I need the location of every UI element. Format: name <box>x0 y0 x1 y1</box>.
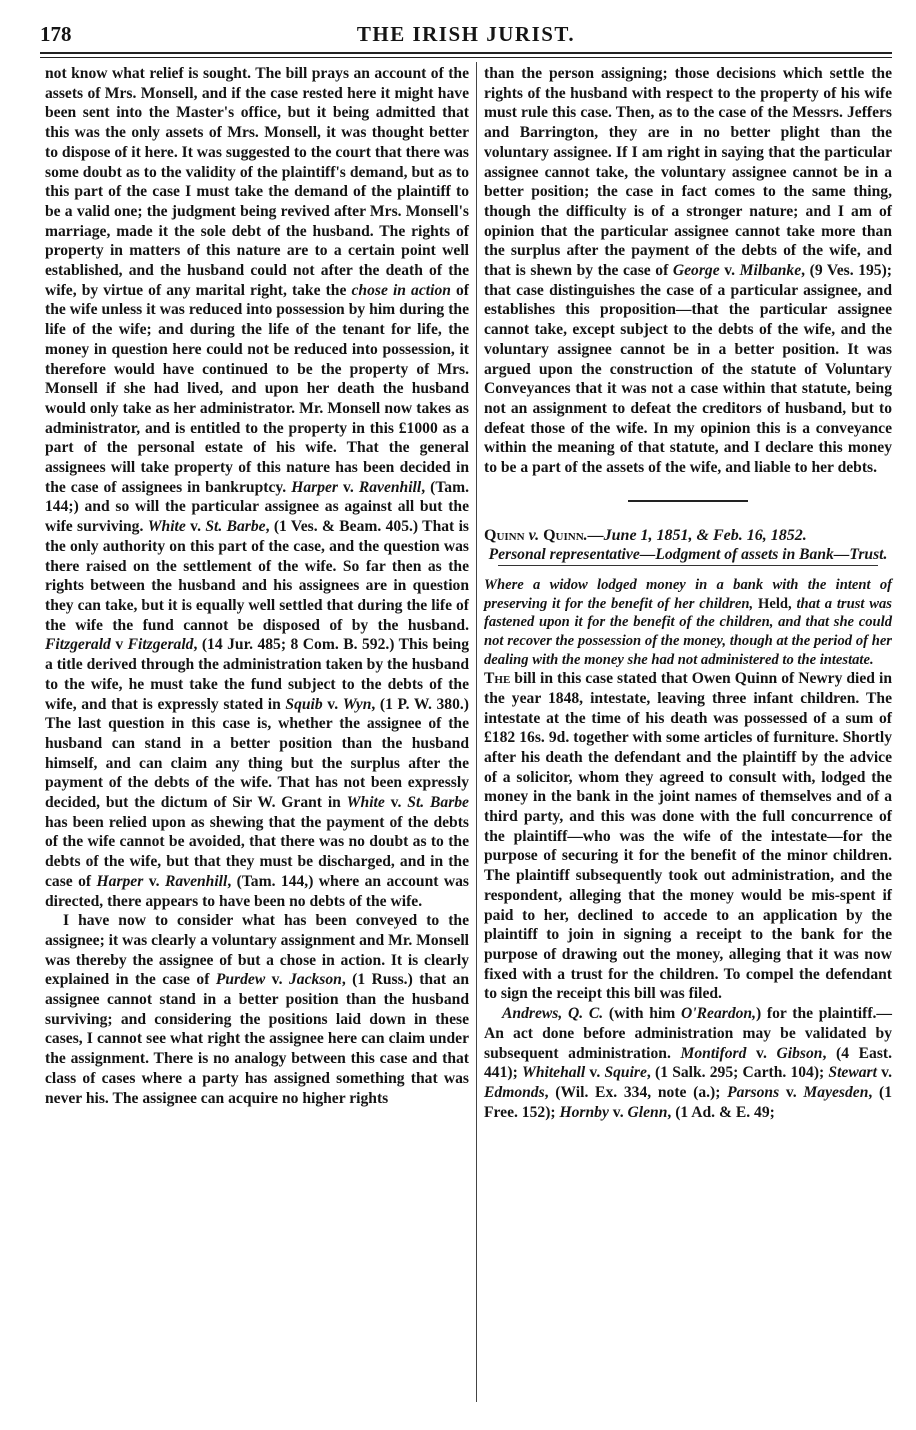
case-name: Edmonds <box>484 1083 545 1101</box>
text-run: v. <box>265 971 289 989</box>
text-run: , (1 Russ.) that an assignee cannot stand in a better position than the husband surviving; and considering the positions laid down in these cases, I cannot see what right the assignee here can claim under the assignment. There is no analogy between this case and that class of cases where a party has assigned something that was never his. The assignee can acquire no higher rights <box>45 971 469 1107</box>
text-run: v. <box>585 1064 605 1082</box>
case-name: Hornby <box>559 1103 609 1121</box>
case-name: Wyn <box>342 695 372 713</box>
party-name: Quinn <box>543 526 584 544</box>
case-name: Harper <box>96 872 144 890</box>
right-paragraph-1 <box>484 64 892 478</box>
text-run: not know what relief is sought. The bill prays an account of the assets of Mrs. Monsell, and if the case rested here it might have been sent into the Master's office, but it being admitted that this was the only assets of Mrs. Monsell, it was thought better to dispose of it here. It was suggested to the court that there was some doubt as to the validity of the plaintiff's demand, but as to this part of the case I must take the demand of the plaintiff to be a valid one; the judgment being revived after Mrs. Monsell's marriage, made it the sole debt of the husband. The rights of property in matters of this nature are to a certain point well established, and the husband could not after the death of the wife, by virtue of any marital right, take the <box>45 65 469 299</box>
section-divider <box>628 500 748 502</box>
text-run: v. <box>524 526 544 544</box>
case-name: Stewart <box>828 1064 877 1082</box>
text-run: v <box>110 636 128 654</box>
right-column <box>484 64 892 1122</box>
header-rule-thin <box>40 57 892 58</box>
case-name: Jackson <box>288 971 342 989</box>
case-name: White <box>346 794 385 812</box>
case-name: Glenn <box>627 1103 668 1121</box>
text-run: has been relied upon as shewing that the payment of the debts of the wife cannot be avoided, that there was no doubt as to the debts of the wife, but that they must be discharged, and in the case of <box>45 813 469 890</box>
text-run: I have now to consider what has been conveyed to the assignee; it was clearly a voluntary assignment and Mr. Monsell was thereby the assignee of but a chose in action. It is clearly explained in the case of <box>45 912 469 989</box>
counsel-name: Andrews, Q. C. <box>502 1005 604 1023</box>
case-name: Gibson <box>776 1044 823 1062</box>
left-paragraph-2 <box>45 911 469 1108</box>
text-run: , (1 P. W. 380.) The last question in this case is, whether the assignee of the husband can stand in a better position than the husband himself, and can claim any thing but the surplus after the payment of the debts of the wife. That has not been expressly decided, but the dictum of Sir W. Grant in <box>45 695 469 812</box>
case-name: Squire <box>604 1064 647 1082</box>
text-run: v. <box>719 262 740 280</box>
text-run: Where a widow lodged money in a bank with the intent of preserving it for the benefit of her children, <box>484 577 892 612</box>
text-run: , (Tam. 144;) and so will the particular assignee as against all but the wife surviving. <box>45 478 469 536</box>
opening-word: The <box>484 670 511 688</box>
case-name: Squib <box>285 695 323 713</box>
text-run: , (4 East. 441); <box>484 1044 892 1082</box>
text-run: , (Tam. 144,) where an account was directed, there appears to have been no debts of the wife. <box>45 872 469 910</box>
case-name: Purdew <box>215 971 266 989</box>
case-name: Milbanke <box>739 262 802 280</box>
case-name: St. Barbe <box>205 518 266 536</box>
page-header <box>40 22 892 52</box>
text-run: of the wife unless it was reduced into possession by him during the life of the wife; and during the life of the tenant for life, the money in question here could not be reduced into possession, it therefore would have continued to be the property of Mrs. Monsell if she had lived, and upon her death the husband would only take as her administrator. Mr. Monsell now takes as administrator, and is entitled to the property in this £1000 as a part of the personal estate of his wife. That the general assignees will take property of this nature has been decided in the case of assignees in bankruptcy. <box>45 281 469 496</box>
text-run: that a trust was fastened upon it for the benefit of the children, and that she could not recover the possession of the money, though at the period of her dealing with the money she had not administered to the intestate. <box>484 595 892 668</box>
text-run: , (1 Ad. & E. 49; <box>667 1103 775 1121</box>
case-name: St. Barbe <box>407 794 469 812</box>
text-run: than the person assigning; those decisions which settle the rights of the husband with respect to the property of his wife must rule this case. Then, as to the case of the Messrs. Jeffers and Barrington, they are in no better plight than the voluntary assignee. If I am right in saying that the particular assignee cannot take, the voluntary assignee cannot be in a better position; the case in fact comes to the same thing, though the difficulty is of a stronger nature; and I am of opinion that the particular assignee cannot take more than the surplus after the payment of the debts of the wife, and that is shewn by the case of <box>484 65 892 280</box>
case-name: Whitehall <box>521 1064 586 1082</box>
page-number: 178 <box>40 22 72 46</box>
left-paragraph-1 <box>45 64 469 911</box>
text-run: ) for the plaintiff.—An act done before administration may be validated by subsequent administration. <box>484 1005 893 1062</box>
case-date: .—June 1, 1851, & Feb. 16, 1852. <box>583 526 807 544</box>
text-run: , (9 Ves. 195); that case distinguishes the case of a particular assignee, and establishes this proposition—that the particular assignee cannot take, except subject to the debts of the wife, and the voluntary assignee cannot be in a better position. It was argued upon the construction of the statute of Voluntary Conveyances that it was not a case within that statute, being not an assignment to defeat the creditors of husband, but to defeat those of the wife. In my opinion this is a conveyance within the meaning of that statute, and I declare this money to be a part of the assets of the wife, and liable to her debts. <box>484 262 892 477</box>
text-run: v. <box>384 794 408 812</box>
case-name: Fitzgerald <box>127 636 194 654</box>
text-run: bill in this case stated that Owen Quinn of Newry died in the year 1848, intestate, leaving three infant children. The intestate at the time of his death was possessed of a sum of £182 16s. 9d. together with some articles of furniture. Shortly after his death the defendant and the plaintiff by the advice of a solicitor, whom they agreed to consult with, lodged the money in the bank in the joint names of themselves and of a third party, and this was done with the full concurrence of the plaintiff—who was the wife of the intestate—for the purpose of securing it for the benefit of the minor children. The plaintiff subsequently took out administration, and the respondent, alleging that the money would be mis-spent if paid to her, declined to accede to an application by the plaintiff to join in signing a receipt to the bank for the purpose of drawing out the money, alleging that it was now fixed with a trust for the children. To compel the defendant to sign the receipt this bill was filed. <box>484 670 892 1003</box>
running-title: THE IRISH JURIST. <box>356 22 576 46</box>
text-run: , (Wil. Ex. 334, note (a.); <box>544 1083 728 1101</box>
case-name: Fitzgerald <box>45 636 111 654</box>
left-column <box>45 64 469 1108</box>
case-name: Montiford <box>680 1044 747 1062</box>
catchwords: Personal representative—Lodgment of assets in Bank—Trust. <box>488 546 888 564</box>
text-run: v. <box>876 1064 892 1082</box>
case-name: Ravenhill <box>358 478 422 496</box>
case-name: Ravenhill <box>164 872 228 890</box>
text-run: v. <box>608 1103 628 1121</box>
text-run: , (1 Ves. & Beam. 405.) That is the only authority on this part of the case, and the question was there raised on the settlement of the wife. So far then as the rights between the husband and his assignees are in question they can take, but it is equally well settled that during the life of the wife the fund cannot be disposed of by the husband. <box>45 518 469 634</box>
case-name: George <box>672 262 720 280</box>
catchwords-rule <box>498 565 878 566</box>
text-run: , (14 Jur. 485; 8 Com. B. 592.) This being a title derived through the administration taken by the husband to the wife, he must take the fund subject to the debts of the wife, and that is expressly stated in <box>45 636 469 713</box>
text-run: , (1 Free. 152); <box>484 1083 892 1121</box>
text-run: (with him <box>603 1005 682 1023</box>
header-rule-thick <box>40 52 892 54</box>
text-run: v. <box>746 1044 777 1062</box>
case-title <box>484 526 892 546</box>
case-name: White <box>147 518 186 536</box>
column-divider <box>476 62 477 1402</box>
latin-term: chose in action <box>351 281 451 299</box>
party-name: Quinn <box>484 526 525 544</box>
right-paragraph-3 <box>484 1004 892 1122</box>
text-run: v. <box>322 695 343 713</box>
text-run: , (1 Salk. 295; Carth. 104); <box>646 1064 829 1082</box>
text-run: v. <box>337 478 359 496</box>
right-paragraph-2 <box>484 669 892 1004</box>
case-name: Harper <box>291 478 338 496</box>
text-run: v. <box>185 518 206 536</box>
case-name: Parsons <box>727 1083 780 1101</box>
case-name: Mayesden <box>803 1083 869 1101</box>
text-run: v. <box>779 1083 804 1101</box>
text-run: v. <box>143 872 165 890</box>
headnote <box>484 576 892 669</box>
counsel-name: O'Reardon, <box>681 1005 756 1023</box>
held-label: Held, <box>757 595 792 612</box>
